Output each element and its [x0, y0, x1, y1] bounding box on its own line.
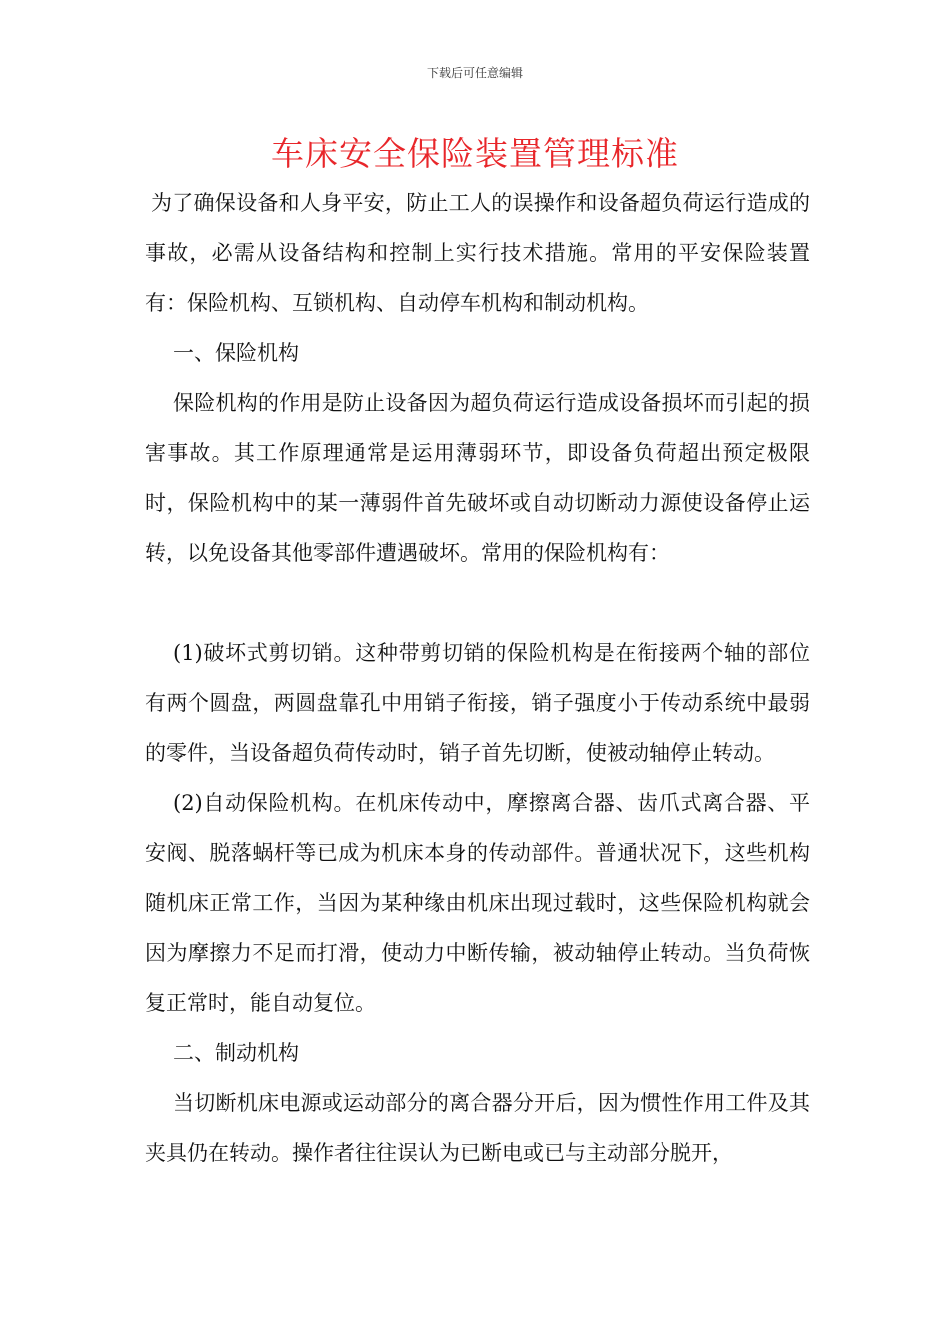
section2-heading: 二、制动机构 [173, 1041, 299, 1065]
list-item-1: (1)破坏式剪切销。这种带剪切销的保险机构是在衔接两个轴的部位有两个圆盘，两圆盘靠孔中用销子衔接，销子强度小于传动系统中最弱的零件，当设备超负荷传动时，销子首先切断，使被动轴停止转动。 [145, 641, 810, 765]
section1-paragraph: 保险机构的作用是防止设备因为超负荷运行造成设备损坏而引起的损害事故。其工作原理通常是运用薄弱环节，即设备负荷超出预定极限时，保险机构中的某一薄弱件首先破坏或自动切断动力源使设备停止运转，以免设备其他零部件遭遇破坏。常用的保险机构有： [145, 391, 810, 565]
section1-heading: 一、保险机构 [173, 341, 299, 365]
blank-line [145, 578, 810, 628]
list-item-2: (2)自动保险机构。在机床传动中，摩擦离合器、齿爪式离合器、平安阀、脱落蜗杆等已成为机床本身的传动部件。普通状况下，这些机构随机床正常工作，当因为某种缘由机床出现过载时，这些保险机构就会因为摩擦力不足而打滑，使动力中断传输，被动轴停止转动。当负荷恢复正常时，能自动复位。 [145, 791, 810, 1015]
header-note: 下载后可任意编辑 [426, 66, 523, 80]
document-title: 车床安全保险装置管理标准 [271, 134, 679, 173]
section2-paragraph: 当切断机床电源或运动部分的离合器分开后，因为惯性作用工件及其夹具仍在转动。操作者往往误认为已断电或已与主动部分脱开， [145, 1091, 810, 1165]
document-body [145, 178, 810, 1178]
intro-paragraph: 为了确保设备和人身平安，防止工人的误操作和设备超负荷运行造成的事故，必需从设备结构和控制上实行技术措施。常用的平安保险装置有：保险机构、互锁机构、自动停车机构和制动机构。 [145, 191, 810, 315]
